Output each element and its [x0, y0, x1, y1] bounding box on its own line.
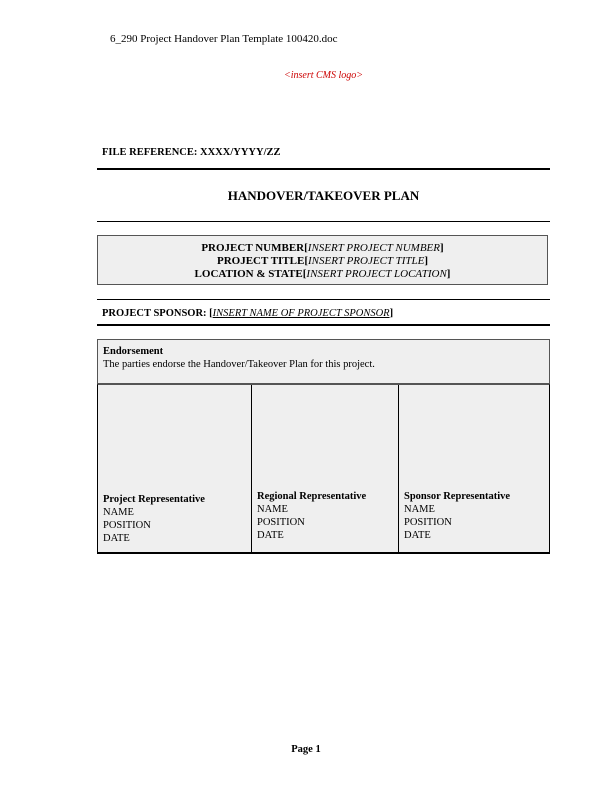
project-sponsor: [102, 308, 393, 319]
endorsement-heading: Endorsement: [103, 346, 164, 357]
signatory-date: DATE: [103, 533, 130, 544]
project-number-value: INSERT PROJECT NUMBER: [307, 242, 440, 254]
signature-block: [404, 490, 510, 542]
project-info-box: [97, 235, 548, 285]
project-location-line: [98, 268, 547, 281]
page-number: Page 1: [291, 744, 321, 755]
endorsement-text: The parties endorse the Handover/Takeover Plan for this project.: [103, 359, 375, 370]
signatory-position: POSITION: [103, 520, 151, 531]
sponsor-close: ]: [389, 308, 394, 319]
signatory-role: Sponsor Representative: [404, 491, 511, 502]
signatory-role: Regional Representative: [257, 491, 367, 502]
file-reference: FILE REFERENCE: XXXX/YYYY/ZZ: [102, 147, 281, 158]
project-title-line: [98, 255, 547, 268]
project-location-label: LOCATION & STATE[: [194, 268, 307, 280]
project-number-line: [98, 242, 547, 255]
signatory-position: POSITION: [257, 517, 305, 528]
project-title-label: PROJECT TITLE[: [217, 255, 308, 267]
page-title: HANDOVER/TAKEOVER PLAN: [227, 188, 420, 203]
signatory-role: Project Representative: [103, 494, 205, 505]
signatory-name: NAME: [404, 504, 435, 515]
document-file-name: 6_290 Project Handover Plan Template 100420.doc: [110, 33, 338, 45]
signature-cell-regional: [251, 385, 398, 552]
signature-block: [103, 493, 205, 545]
project-number-label: PROJECT NUMBER[: [201, 242, 308, 254]
signatory-name: NAME: [103, 507, 134, 518]
divider-title: [97, 221, 550, 222]
signature-cell-project: [98, 385, 251, 552]
sponsor-label: PROJECT SPONSOR: [: [102, 308, 213, 319]
divider-sponsor-top: [97, 299, 550, 300]
project-title-value: INSERT PROJECT TITLE: [307, 255, 425, 267]
sponsor-value: INSERT NAME OF PROJECT SPONSOR: [212, 308, 390, 319]
signature-block: [257, 490, 366, 542]
endorsement-box: [97, 339, 550, 384]
signatory-date: DATE: [404, 530, 431, 541]
project-number-close: ]: [439, 242, 444, 254]
signature-cell-sponsor: [398, 385, 549, 552]
project-title-close: ]: [424, 255, 428, 267]
signatory-date: DATE: [257, 530, 284, 541]
signatory-position: POSITION: [404, 517, 452, 528]
signature-table: [97, 384, 550, 554]
logo-placeholder: <insert CMS logo>: [283, 70, 364, 81]
project-location-close: ]: [446, 268, 451, 280]
divider-top: [97, 168, 550, 170]
divider-sponsor-bottom: [97, 324, 550, 326]
project-location-value: INSERT PROJECT LOCATION: [306, 268, 447, 280]
signatory-name: NAME: [257, 504, 288, 515]
